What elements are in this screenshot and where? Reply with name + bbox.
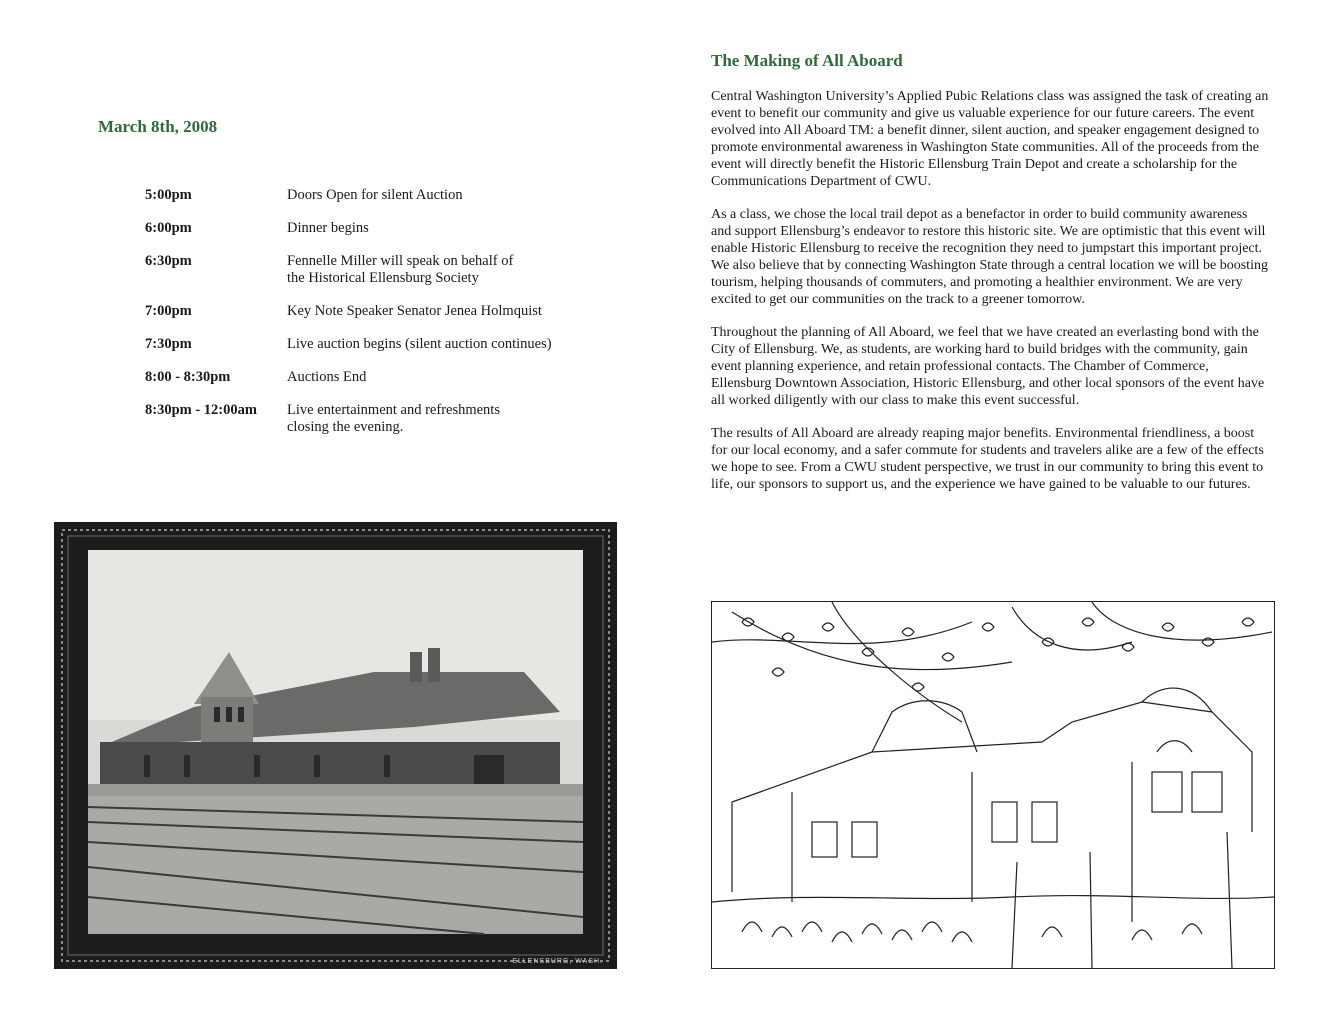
schedule-event: Live entertainment and refreshments closing the evening. (287, 402, 500, 435)
depot-sketch-drawing (712, 602, 1274, 968)
depot-photo-illustration (54, 522, 617, 969)
schedule-time: 7:00pm (145, 303, 192, 319)
article-paragraph: As a class, we chose the local trail depot as a benefactor in order to build community awareness and support Ellensburg’s endeavor to restore this historic site. We are optimistic that this event will enable Historic Ellensburg to receive the recognition they need to jumpstart this important project. We also believe that by connecting Washington State through a central location we will be boosting tourism, helping thousands of commuters, and promoting a healthier environment. We are very excited to get our communities on the track to a greener tomorrow. (711, 207, 1268, 307)
schedule-event: Auctions End (287, 369, 367, 385)
schedule-event: Key Note Speaker Senator Jenea Holmquist (287, 303, 542, 319)
schedule-row (145, 402, 605, 436)
schedule-event: Doors Open for silent Auction (287, 187, 463, 203)
schedule-time: 7:30pm (145, 336, 192, 352)
article-body (711, 88, 1271, 509)
schedule-time: 8:30pm - 12:00am (145, 402, 257, 418)
schedule-row (145, 220, 605, 237)
article-title: The Making of All Aboard (711, 51, 903, 70)
event-schedule (145, 187, 605, 452)
schedule-time: 6:30pm (145, 253, 192, 269)
schedule-row (145, 187, 605, 204)
schedule-row (145, 336, 605, 353)
article-paragraph: The results of All Aboard are already reaping major benefits. Environmental friendliness, a boost for our local economy, and a safer commute for students and travelers alike are a few of the effects we hope to see. From a CWU student perspective, we trust in our community to bring this event to life, our sponsors to support us, and the experience we have gained to be valuable to our futures. (711, 426, 1264, 492)
schedule-event: Dinner begins (287, 220, 369, 236)
schedule-row (145, 369, 605, 386)
historic-depot-photo (54, 522, 617, 969)
schedule-row (145, 303, 605, 320)
schedule-time: 8:00 - 8:30pm (145, 369, 231, 385)
schedule-time: 6:00pm (145, 220, 192, 236)
article-paragraph: Central Washington University’s Applied Pubic Relations class was assigned the task of creating an event to benefit our community and give us valuable experience for our future careers. The event evolved into All Aboard TM: a benefit dinner, silent auction, and speaker engagement designed to promote environmental awareness in Washington State communities. All of the proceeds from the event will directly benefit the Historic Ellensburg Train Depot and create a scholarship for the Communications Department of CWU. (711, 89, 1269, 189)
article-paragraph: Throughout the planning of All Aboard, we feel that we have created an everlasting bond with the City of Ellensburg. We, as students, are working hard to build bridges with the community, gain event planning experience, and retain professional contacts. The Chamber of Commerce, Ellensburg Downtown Association, Historic Ellensburg, and other local sponsors of the event have all worked diligently with our class to make this event successful. (711, 325, 1265, 408)
depot-sketch-illustration (711, 601, 1275, 969)
schedule-time: 5:00pm (145, 187, 192, 203)
event-date-heading: March 8th, 2008 (98, 117, 218, 136)
schedule-event: Live auction begins (silent auction continues) (287, 336, 552, 352)
photo-caption: ELLENSBURG, WASH. (512, 958, 603, 965)
schedule-row (145, 253, 605, 287)
schedule-event: Fennelle Miller will speak on behalf of the Historical Ellensburg Society (287, 253, 514, 286)
